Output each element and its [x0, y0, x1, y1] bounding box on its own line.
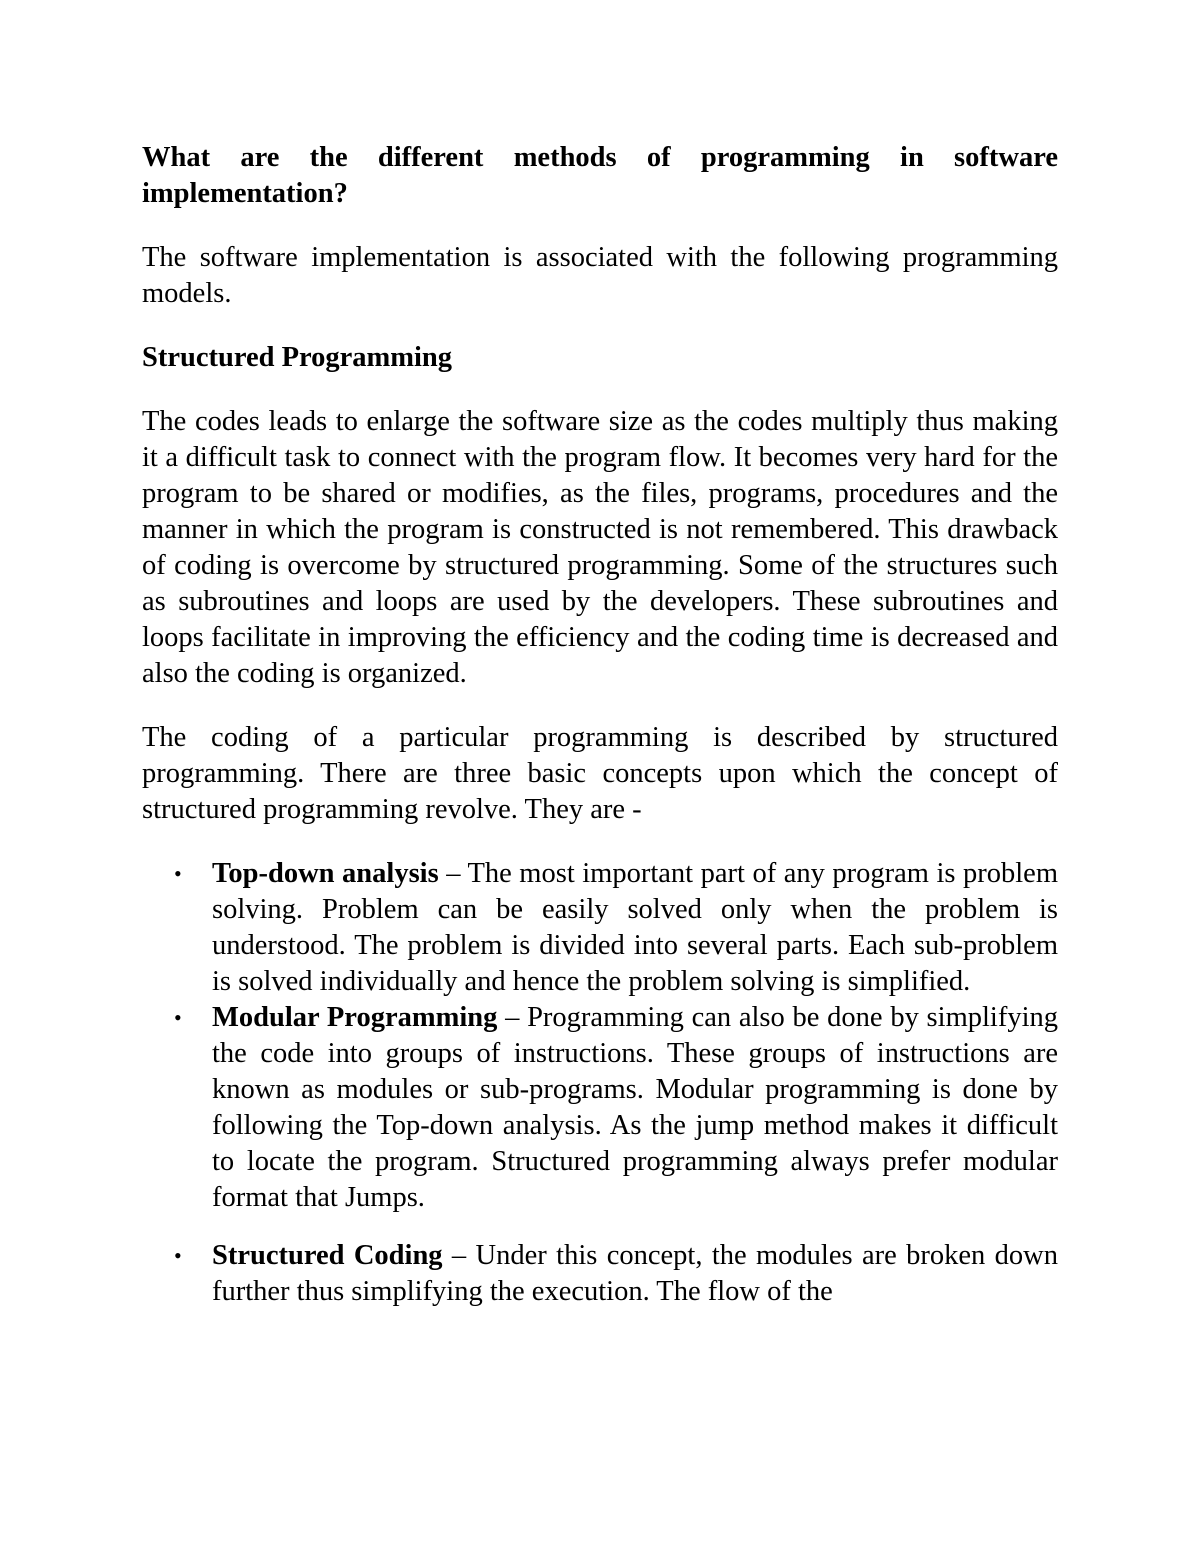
list-item — [142, 1000, 1058, 1216]
concept-description: – Programming can also be done by simplifying the code into groups of instructions. These groups of instructions are known as modules or sub-programs. Modular programming is done by following the Top-down analysis. As the jump method makes it difficult to locate the program. Structured programming always prefer modular format that Jumps. — [212, 1002, 1058, 1213]
document-page — [142, 140, 1058, 1310]
section-heading: Structured Programming — [142, 342, 453, 373]
concept-term: Top-down analysis — [212, 858, 439, 889]
bullet-icon: • — [174, 1243, 182, 1268]
question-heading: What are the different methods of programming in software implementation? — [142, 142, 1058, 209]
body-paragraph: The coding of a particular programming is described by structured programming. There are three basic concepts upon which the concept of structured programming revolve. They are - — [142, 722, 1058, 825]
bullet-icon: • — [174, 861, 182, 886]
concept-description: – The most important part of any program is problem solving. Problem can be easily solved only when the problem is understood. The problem is divided into several parts. Each sub-problem is solved individually and hence the problem solving is simplified. — [212, 858, 1058, 997]
intro-paragraph: The software implementation is associated with the following programming models. — [142, 242, 1058, 309]
concept-description: – Under this concept, the modules are broken down further thus simplifying the execution. The flow of the — [212, 1240, 1058, 1307]
concept-term: Structured Coding — [212, 1240, 443, 1271]
concepts-list — [142, 856, 1058, 1310]
concept-term: Modular Programming — [212, 1002, 498, 1033]
body-paragraph: The codes leads to enlarge the software size as the codes multiply thus making it a difficult task to connect with the program flow. It becomes very hard for the program to be shared or modifies, as the files, programs, procedures and the manner in which the program is constructed is not remembered. This drawback of coding is overcome by structured programming. Some of the structures such as subroutines and loops are used by the developers. These subroutines and loops facilitate in improving the efficiency and the coding time is decreased and also the coding is organized. — [142, 406, 1058, 689]
list-item — [142, 1238, 1058, 1310]
bullet-icon: • — [174, 1005, 182, 1030]
list-item — [142, 856, 1058, 1000]
